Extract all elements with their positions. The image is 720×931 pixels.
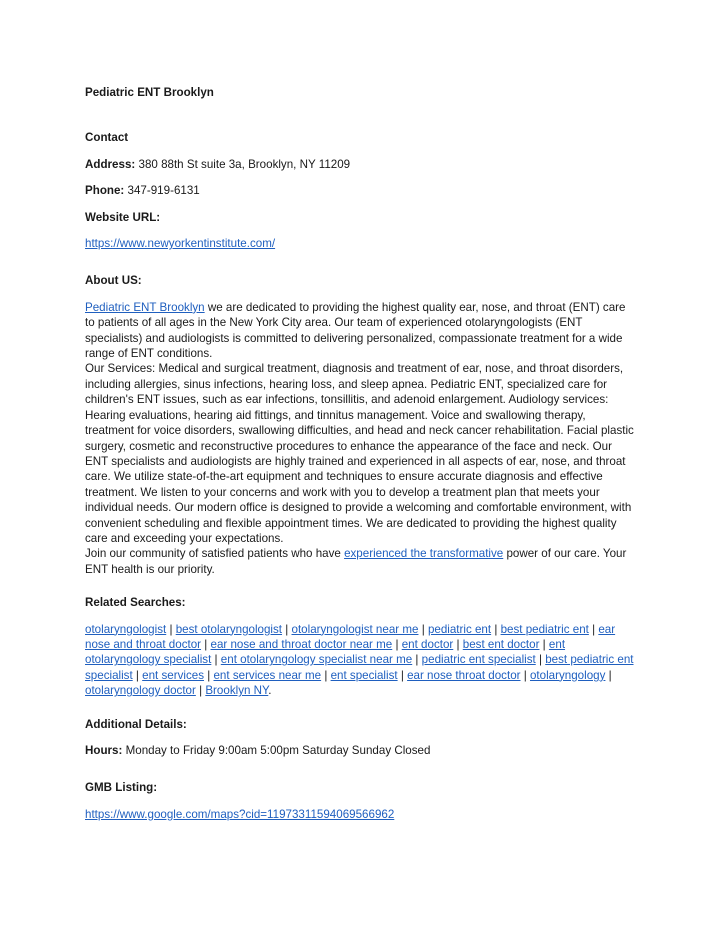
link-separator: | <box>520 668 530 682</box>
page-title: Pediatric ENT Brooklyn <box>85 86 214 99</box>
related-search-link[interactable]: otolaryngology <box>529 668 606 682</box>
related-search-link[interactable]: best ent doctor <box>462 637 540 651</box>
related-search-link[interactable]: ear nose throat doctor <box>407 668 521 682</box>
about-paragraph-1 <box>85 300 635 362</box>
link-separator: | <box>453 637 463 651</box>
about-text-3b: power of our care. Your ENT health is our priority. <box>85 547 627 576</box>
about-paragraph-2: Our Services: Medical and surgical treatment, diagnosis and treatment of ear, nose, and throat disorders, including allergies, sinus infections, hearing loss, and sleep apnea. Pediatric ENT, specialized care for children's ENT issues, such as ear infections, tonsillitis, and adenoid enlargement. Audiology services: Hearing evaluations, hearing aid fittings, and tinnitus management. Voice and swallowing therapy, treatment for voice disorders, swallowing difficulties, and head and neck cancer rehabilitation. Facial plastic surgery, cosmetic and reconstructive procedures to enhance the appearance of the face and neck. Our ENT specialists and audiologists are highly trained and experienced in all aspects of ear, nose, and throat care. We utilize state-of-the-art equipment and techniques to ensure accurate diagnosis and effective treatment. We listen to your concerns and work with you to develop a treatment plan that meets your individual needs. Our modern office is designed to provide a welcoming and comfortable environment, with convenient scheduling and flexible appointment times. We are dedicated to providing the highest quality care and exceeding your expectations. <box>85 362 634 545</box>
related-search-link[interactable]: pediatric ent <box>427 622 492 636</box>
website-label: Website URL: <box>85 210 161 224</box>
link-separator: | <box>588 622 599 636</box>
link-separator: | <box>605 668 612 682</box>
link-separator: | <box>321 668 331 682</box>
related-search-link[interactable]: Brooklyn NY <box>205 684 269 698</box>
link-separator: | <box>132 668 143 682</box>
hours-line <box>85 743 635 758</box>
phone-line <box>85 183 635 198</box>
link-separator: | <box>418 622 428 636</box>
gmb-heading: GMB Listing: <box>85 781 158 795</box>
related-heading: Related Searches: <box>85 596 186 610</box>
document-page <box>85 85 635 822</box>
related-search-link[interactable]: best otolaryngologist <box>175 622 283 636</box>
phone-label: Phone: <box>85 184 125 198</box>
related-search-link[interactable]: best pediatric ent <box>500 622 589 636</box>
related-search-link[interactable]: ear nose and throat doctor near me <box>210 637 393 651</box>
transformative-link[interactable]: experienced the transformative <box>344 547 504 561</box>
link-separator: | <box>412 653 422 667</box>
link-separator: | <box>397 668 408 682</box>
about-text-3a: Join our community of satisfied patients who have <box>85 547 345 561</box>
related-search-link[interactable]: ent services near me <box>213 668 322 682</box>
related-search-link[interactable]: otolaryngology doctor <box>85 684 196 698</box>
additional-heading: Additional Details: <box>85 717 187 731</box>
contact-heading: Contact <box>85 131 129 145</box>
about-text-1: we are dedicated to providing the highest quality ear, nose, and throat (ENT) care to patients of all ages in the New York City area. Our team of experienced otolaryngologists (ENT specialists) and audiologists is committed to delivering personalized, compassionate treatment for a wide range of ENT conditions. <box>85 300 626 361</box>
related-search-link[interactable]: ent specialist <box>330 668 398 682</box>
link-separator: | <box>282 622 292 636</box>
related-searches-list <box>85 622 635 699</box>
link-separator: | <box>491 622 501 636</box>
link-separator: | <box>204 668 214 682</box>
related-search-link[interactable]: ent services <box>142 668 205 682</box>
link-separator: | <box>535 653 546 667</box>
list-end-period: . <box>268 684 272 698</box>
address-label: Address: <box>85 157 136 171</box>
phone-value: 347-919-6131 <box>127 184 200 198</box>
link-separator: | <box>211 653 221 667</box>
about-link[interactable]: Pediatric ENT Brooklyn <box>85 300 205 314</box>
about-heading: About US: <box>85 274 142 288</box>
related-search-link[interactable]: best pediatric ent specialist <box>85 653 634 682</box>
link-separator: | <box>539 637 549 651</box>
link-separator: | <box>201 637 211 651</box>
address-value: 380 88th St suite 3a, Brooklyn, NY 11209 <box>138 157 351 171</box>
related-search-link[interactable]: ear nose and throat doctor <box>85 622 616 651</box>
hours-label: Hours: <box>85 744 123 757</box>
related-search-link[interactable]: ent otolaryngology specialist <box>85 637 566 667</box>
related-search-link[interactable]: otolaryngologist <box>85 622 167 636</box>
hours-value: Monday to Friday 9:00am 5:00pm Saturday Sunday Closed <box>125 744 431 757</box>
gmb-link[interactable]: https://www.google.com/maps?cid=11973311594069566962 <box>85 807 395 821</box>
address-line <box>85 157 635 172</box>
link-separator: | <box>166 622 176 636</box>
related-search-link[interactable]: pediatric ent specialist <box>421 653 536 667</box>
link-separator: | <box>195 684 206 698</box>
related-search-link[interactable]: otolaryngologist near me <box>291 622 419 636</box>
related-search-link[interactable]: ent otolaryngology specialist near me <box>220 653 413 667</box>
related-search-link[interactable]: ent doctor <box>401 637 454 651</box>
link-separator: | <box>392 637 402 651</box>
website-link[interactable]: https://www.newyorkentinstitute.com/ <box>85 237 276 251</box>
about-paragraph-3 <box>85 546 635 577</box>
